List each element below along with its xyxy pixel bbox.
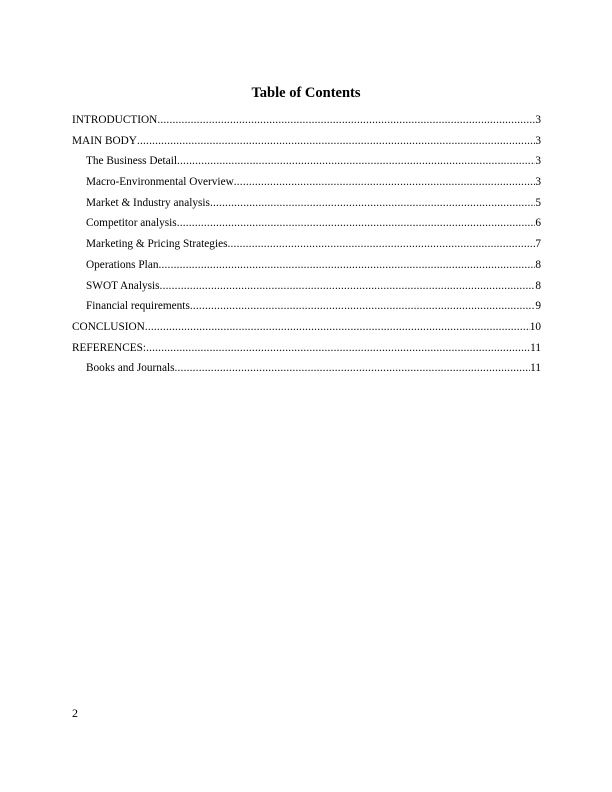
- toc-leader-dots: [145, 320, 530, 334]
- toc-entry-page: 11: [530, 341, 541, 354]
- page-number: 2: [72, 706, 78, 720]
- toc-leader-dots: [137, 134, 535, 148]
- toc-entry-introduction[interactable]: [72, 113, 541, 134]
- toc-leader-dots: [146, 341, 530, 355]
- toc-leader-dots: [228, 237, 536, 251]
- toc-entry-label: SWOT Analysis: [86, 279, 160, 292]
- toc-leader-dots: [210, 196, 535, 210]
- toc-leader-dots: [158, 258, 535, 272]
- toc-entry-page: 3: [535, 134, 541, 147]
- toc-leader-dots: [234, 175, 536, 189]
- toc-entry-label: Operations Plan: [86, 258, 159, 271]
- toc-entry-macro-environmental-overview[interactable]: [72, 175, 541, 196]
- toc-entry-swot-analysis[interactable]: [72, 279, 541, 300]
- toc-entry-label: Financial requirements: [86, 300, 190, 313]
- toc-leader-dots: [177, 216, 536, 230]
- toc-entry-label: Macro-Environmental Overview: [86, 176, 234, 189]
- toc-leader-dots: [160, 279, 536, 293]
- toc-entry-operations-plan[interactable]: [72, 258, 541, 279]
- toc-entry-page: 7: [535, 238, 541, 251]
- toc-leader-dots: [157, 113, 535, 127]
- toc-entry-label: REFERENCES:: [72, 341, 147, 354]
- toc-entry-page: 3: [535, 176, 541, 189]
- toc-entry-page: 3: [535, 155, 541, 168]
- toc-entry-label: MAIN BODY: [72, 134, 137, 147]
- toc-entry-page: 3: [535, 114, 541, 126]
- toc-title: Table of Contents: [251, 85, 361, 101]
- toc-list: [72, 113, 541, 382]
- toc-entry-page: 8: [535, 279, 541, 292]
- toc-entry-label: The Business Detail: [86, 155, 177, 168]
- toc-entry-business-detail[interactable]: [72, 154, 541, 175]
- toc-entry-conclusion[interactable]: [72, 320, 541, 341]
- toc-entry-main-body[interactable]: [72, 134, 541, 155]
- toc-leader-dots: [175, 361, 531, 375]
- toc-entry-page: 6: [535, 217, 541, 230]
- toc-entry-marketing-pricing-strategies[interactable]: [72, 237, 541, 258]
- toc-entry-market-industry-analysis[interactable]: [72, 196, 541, 217]
- toc-entry-competitor-analysis[interactable]: [72, 216, 541, 237]
- toc-entry-label: CONCLUSION: [72, 320, 145, 333]
- toc-entry-books-and-journals[interactable]: [72, 361, 541, 382]
- toc-entry-label: Marketing & Pricing Strategies: [86, 238, 228, 251]
- toc-entry-page: 9: [535, 300, 541, 313]
- toc-leader-dots: [177, 154, 535, 168]
- toc-entry-label: Market & Industry analysis: [86, 196, 210, 209]
- toc-entry-page: 8: [535, 258, 541, 271]
- toc-entry-financial-requirements[interactable]: [72, 299, 541, 320]
- toc-entry-label: INTRODUCTION: [72, 114, 158, 126]
- toc-entry-label: Books and Journals: [86, 362, 175, 375]
- toc-leader-dots: [190, 299, 536, 313]
- toc-entry-page: 5: [535, 196, 541, 209]
- toc-entry-page: 10: [529, 320, 541, 333]
- toc-entry-label: Competitor analysis: [86, 217, 177, 230]
- toc-entry-page: 11: [530, 362, 541, 375]
- toc-entry-references[interactable]: [72, 341, 541, 362]
